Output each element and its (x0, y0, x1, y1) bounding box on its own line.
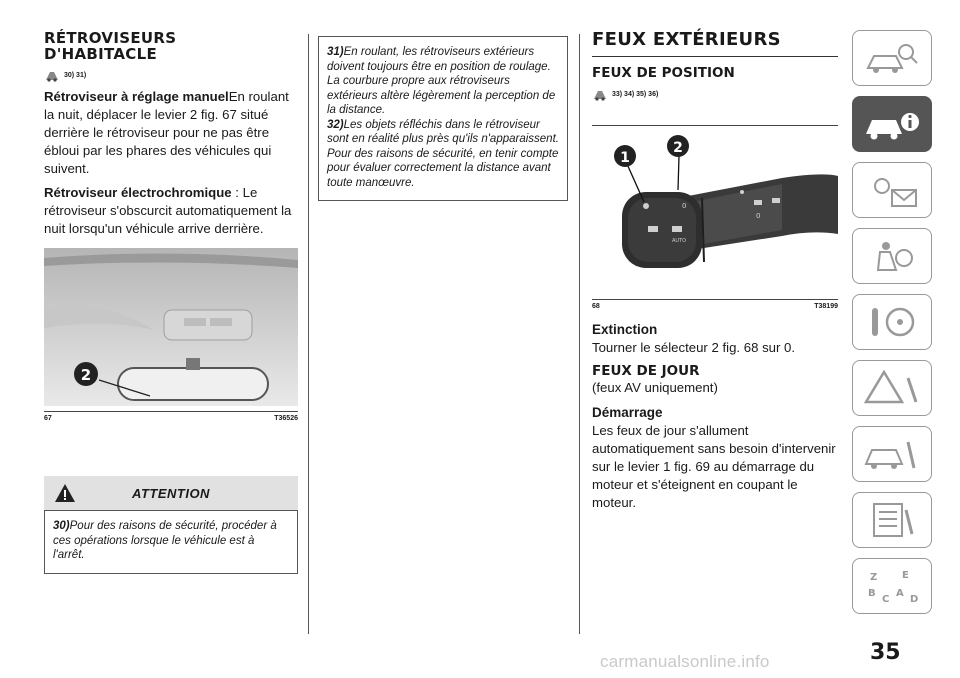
warning-triangle-icon (862, 368, 922, 408)
key-steering-icon (862, 302, 922, 342)
figure-number: 67 (44, 415, 52, 422)
attention-label: ATTENTION (132, 485, 210, 501)
column-left (44, 30, 298, 574)
tab-maintenance[interactable] (852, 426, 932, 482)
attention-block (44, 476, 298, 574)
note-31-number: 31) (327, 46, 344, 58)
term-manual-mirror: Rétroviseur à réglage manuel (44, 89, 229, 104)
svg-text:Z: Z (870, 572, 878, 583)
paragraph-manual-mirror (44, 88, 298, 178)
tab-safety[interactable] (852, 228, 932, 284)
title-line-1: RÉTROVISEURS (44, 29, 177, 47)
svg-text:0: 0 (682, 202, 687, 210)
tab-car-search[interactable] (852, 30, 932, 86)
svg-text:0: 0 (756, 212, 761, 220)
note-31-text: En roulant, les rétroviseurs extérieurs doivent toujours être en position de roulage. La courbure propre aux rétroviseurs extérieurs altère légèrement la perception de la distance. (327, 46, 556, 116)
tab-index[interactable] (852, 558, 932, 614)
text-daylight-note: (feux AV uniquement) (592, 380, 718, 395)
paragraph-electrochromic-mirror (44, 184, 298, 238)
callout-2: 2 (80, 366, 92, 384)
svg-text:C: C (882, 594, 890, 605)
note-30-text: Pour des raisons de sécurité, procéder à ces opérations lorsque le véhicule est à l'arrêt. (53, 520, 277, 561)
checklist-icon (862, 500, 922, 540)
subsection-feux-de-position: FEUX DE POSITION (592, 65, 735, 81)
warning-triangle-icon (54, 482, 76, 504)
warning-reference (44, 68, 298, 82)
column-divider-2 (579, 34, 580, 634)
figure-68 (592, 126, 838, 300)
notes-31-32 (318, 36, 568, 201)
note-30-number: 30) (53, 520, 70, 532)
page-number: 35 (870, 640, 901, 665)
column-middle (318, 36, 568, 201)
tab-car-info[interactable] (852, 96, 932, 152)
light-stalk-illustration (592, 126, 838, 294)
warning-refs-text-right: 33) 34) 35) 36) (612, 90, 659, 98)
seat-airbag-icon (862, 236, 922, 276)
text-demarrage: Les feux de jour s'allument automatiquement sans besoin d'intervenir sur le levier 1 fig. 69 au démarrage du moteur et s'éteignent en coupant le moteur. (592, 423, 836, 510)
figure-code: T36526 (274, 415, 298, 422)
text-manual-mirror: En roulant la nuit, déplacer le levier 2 fig. 67 situé derrière le rétroviseur pour ne pas être ébloui par les phares des véhicules qui suivent. (44, 89, 289, 176)
car-search-icon (862, 38, 922, 78)
watermark: carmanualsonline.info (600, 652, 770, 671)
rear-mirror-illustration (44, 248, 298, 406)
note-32-number: 32) (327, 118, 344, 131)
term-electrochromic: Rétroviseur électrochromique (44, 185, 232, 200)
subsection-feux-de-jour: FEUX DE JOUR (592, 363, 700, 379)
callout-2: 2 (673, 140, 683, 156)
chapter-nav-rail (852, 30, 932, 624)
svg-text:A: A (896, 588, 904, 599)
heading-demarrage: Démarrage (592, 405, 663, 420)
warning-car-icon (592, 87, 608, 101)
tab-lights-messages[interactable] (852, 162, 932, 218)
warning-reference-right (592, 87, 840, 101)
heading-extinction: Extinction (592, 322, 658, 337)
car-tools-icon (862, 434, 922, 474)
svg-text:B: B (868, 588, 876, 599)
title-line-2: D'HABITACLE (44, 45, 158, 63)
warning-refs-text: 30) 31) (64, 71, 87, 79)
stalk-auto-label: AUTO (672, 238, 687, 244)
text-electrochromic: : Le rétroviseur s'obscurcit automatiquement la nuit lorsqu'un véhicule arrive derrière. (44, 185, 292, 236)
warning-car-icon (44, 68, 60, 82)
figure-code-68: T38199 (814, 303, 838, 310)
figure-67-caption (44, 415, 298, 422)
text-extinction: Tourner le sélecteur 2 fig. 68 sur 0. (592, 340, 796, 355)
svg-text:D: D (910, 594, 919, 605)
alphabet-index-icon (862, 566, 922, 606)
light-envelope-icon (862, 170, 922, 210)
figure-number-68: 68 (592, 303, 600, 310)
note-32-text: Les objets réfléchis dans le rétroviseur sont en réalité plus près qu'ils n'apparaissent. Pour des raisons de sécurité, en tenir compte pour évaluer correctement la distance avant toute manœuvre. (327, 118, 559, 189)
note-30 (44, 510, 298, 574)
figure-68-caption (592, 303, 838, 310)
figure-67 (44, 248, 298, 412)
svg-text:E: E (902, 570, 909, 581)
attention-header (44, 476, 298, 510)
car-info-icon (862, 104, 922, 144)
tab-starting-driving[interactable] (852, 294, 932, 350)
callout-1: 1 (620, 150, 630, 166)
section-title-feux-exterieurs: FEUX EXTÉRIEURS (592, 30, 838, 57)
tab-technical-data[interactable] (852, 492, 932, 548)
column-right (592, 30, 840, 518)
column-divider-1 (308, 34, 309, 634)
tab-emergency[interactable] (852, 360, 932, 416)
section-title-retroviseurs (44, 30, 298, 62)
